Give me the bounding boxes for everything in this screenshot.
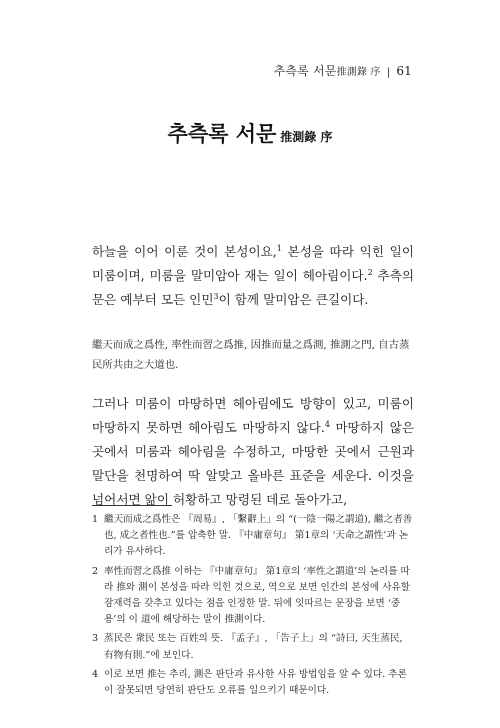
classical-chinese-text: 繼天而成之爲性, 率性而習之爲推, 因推而量之爲測, 推測之門, 自古蒸民所共由之大道也. [92, 339, 410, 371]
footnote [92, 564, 414, 629]
footnote-number: 3 [92, 633, 99, 645]
footnote-ref-2: 2 [367, 267, 373, 277]
footnote-text: 蒸民은 衆民 또는 百姓의 뜻. 『孟子』, 「告子上」의 “詩曰, 天生蒸民, 有物有則.”에 보인다. [104, 633, 403, 661]
footnote-number: 4 [92, 668, 99, 680]
running-head-subtitle: 推測錄 序 [336, 67, 381, 78]
footnote-text: 繼天而成之爲性은 『周易』, 「繫辭上」의 “(一陰一陽之謂道), 繼之者善也, 成之者性也.”를 압축한 말. 『中庸章句』 第1章의 ‘天命之謂性’과 논리가 유사하다. [104, 514, 413, 558]
footnote-divider [92, 505, 172, 506]
body-paragraph-2 [92, 392, 414, 512]
para1-text-3: 추측의 문은 예부터 모든 인민 [92, 268, 414, 307]
para1-text-2: 본성을 따라 익힌 일이 미룸이며, 미룸을 말미암아 재는 일이 헤아림이다. [92, 244, 414, 283]
chapter-title-korean: 추측록 서문 [167, 121, 277, 146]
footnote-ref-3: 3 [213, 291, 219, 301]
footnote-text: 이로 보면 推는 추리, 測은 판단과 유사한 사유 방법임을 알 수 있다. 추론이 잘못되면 당연히 판단도 오류를 일으키기 때문이다. [104, 668, 407, 697]
running-head [274, 62, 412, 79]
footnote [92, 667, 414, 699]
page-number: 61 [396, 64, 412, 78]
running-head-title: 추측록 서문 [273, 64, 337, 78]
para2-text-2: 마땅하지 않은 곳에서 미룸과 헤아림을 수정하고, 마땅한 곳에서 근원과 말단을 천명하여 딱 알맞고 올바른 표준을 세운다. 이것을 넘어서면 앎이 허황하고 망령된 데로 돌아가고, [92, 420, 414, 507]
footnote [92, 512, 414, 561]
body-paragraph-1 [92, 240, 414, 312]
chapter-title-hanja: 推測錄 序 [280, 130, 333, 144]
footnotes [92, 512, 414, 702]
footnote-number: 1 [92, 514, 99, 525]
para1-text-1: 하늘을 이어 이룬 것이 본성이요, [92, 244, 277, 259]
footnote-text: 率性而習之爲推 이하는 『中庸章句』 第1章의 ‘率性之謂道’의 논리를 따라 推와 測이 본성을 따라 익힌 것으로, 역으로 보면 인간의 본성에 사유할 잠재력을 갖추고 있다는 점을 인정한 말. 뒤에 잇따르는 문장을 보면 ‘중용’의 이 道에 해당하는 말이 推測이다. [104, 565, 411, 626]
para1-text-4: 이 함께 말미암은 큰길이다. [218, 292, 369, 307]
chapter-title [0, 118, 500, 148]
footnote-number: 2 [92, 565, 99, 577]
footnote [92, 631, 414, 663]
running-head-separator: | [386, 67, 391, 78]
footnote-ref-4: 4 [324, 419, 330, 429]
footnote-ref-1: 1 [276, 243, 282, 253]
para2-text-1: 그러나 미룸이 마땅하면 헤아림에도 방향이 있고, 미룸이 마땅하지 못하면 헤아림도 마땅하지 않다. [92, 396, 414, 435]
